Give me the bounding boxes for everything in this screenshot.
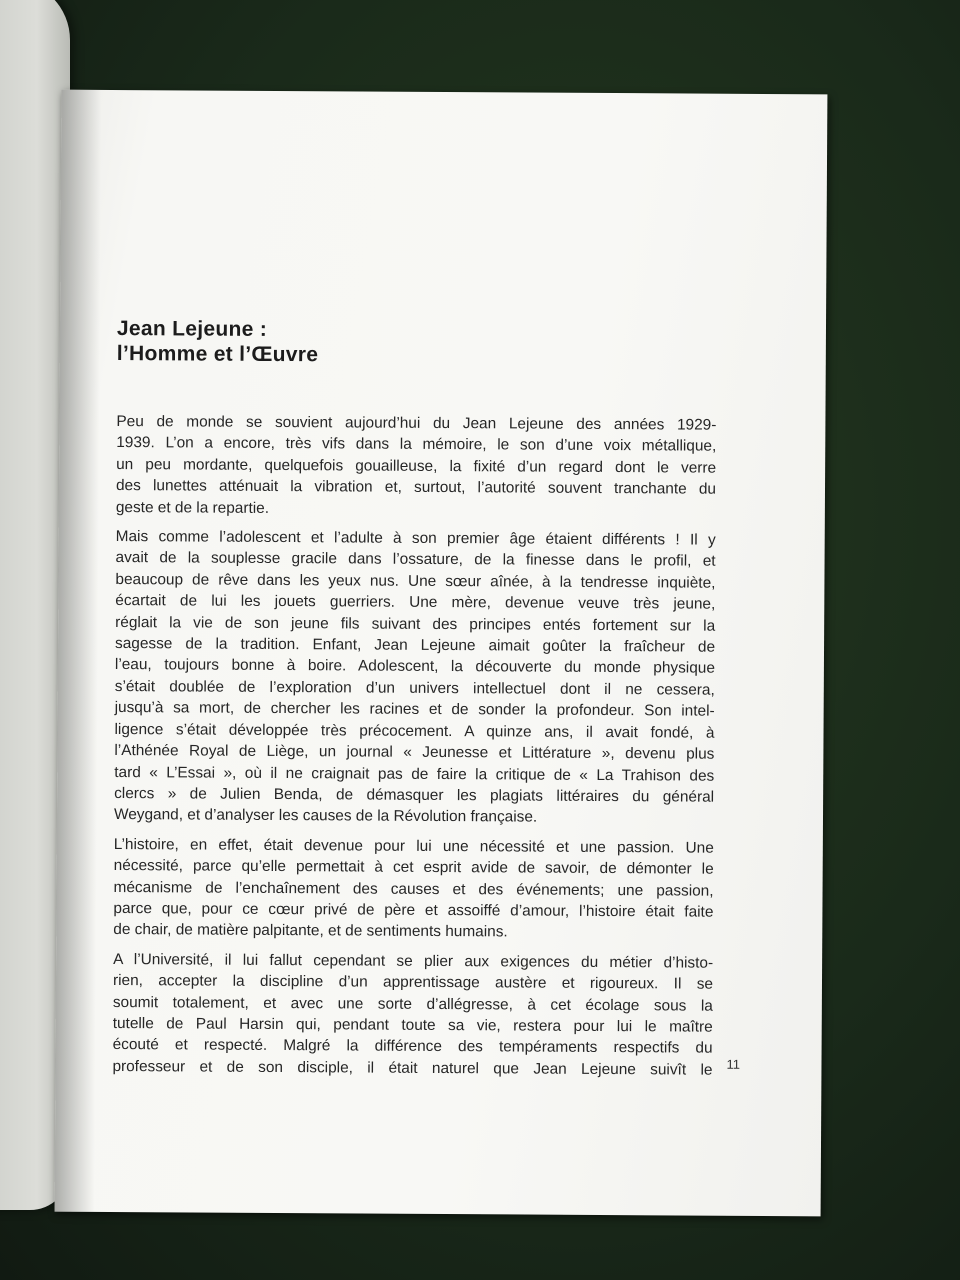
text-line: Peu de monde se souvient aujourd’hui du Jean Lejeune des années 1929-: [116, 413, 717, 434]
text-line: écouté et respecté. Malgré la différence des tempéraments respectifs du: [112, 1036, 713, 1058]
text-line: réglait la vie de son jeune fils suivant des principes entés fortement sur la: [115, 613, 716, 635]
text-line: professeur et de son disciple, il était naturel que Jean Lejeune suivît le: [112, 1057, 713, 1079]
text-line: mécanisme de l’enchaînement des causes et des événements; une passion,: [113, 878, 714, 900]
text-line: parce que, pour ce cœur privé de père et assoiffé d’amour, l’histoire était faite: [113, 899, 714, 921]
book-page: [55, 90, 828, 1217]
paragraph: [114, 526, 716, 829]
text-line: soumit totalement, et avec une sorte d’allégresse, à cet écolage sous la: [112, 993, 713, 1015]
text-line: sagesse de la tradition. Enfant, Jean Lejeune aimait goûter la fraîcheur de: [114, 635, 716, 656]
title-line-1: Jean Lejeune :: [116, 317, 268, 341]
text-line: geste et de la repartie.: [115, 498, 270, 517]
text-line: tutelle de Paul Harsin qui, pendant toute sa vie, restera pour lui le maître: [112, 1014, 713, 1036]
text-line: beaucoup de rêve dans les yeux nus. Une sœur aînée, à la tendresse inquiète,: [115, 570, 716, 592]
text-line: 1939. L’on a encore, très vifs dans la mémoire, le son d’une voix métallique,: [116, 434, 717, 456]
paragraph: [112, 949, 713, 1081]
text-line: des lunettes atténuait la vibration et, surtout, l’autorité souvent tranchante du: [115, 477, 717, 498]
text-line: s’était doublée de l’exploration d’un univers intellectuel dont il ne cessera,: [114, 677, 715, 699]
text-line: clercs » de Julien Benda, de démasquer les plagiats littéraires du général: [114, 784, 715, 806]
text-line: A l’Université, il lui fallut cependant se plier aux exigences du métier d’histo-: [113, 950, 714, 972]
chapter-title: [117, 316, 319, 367]
text-line: ligence s’était développée très précocement. A quinze ans, il avait fondé, à: [114, 720, 715, 742]
text-line: jusqu’à sa mort, de chercher les racines et de sonder la profondeur. Son intel-: [114, 699, 715, 720]
text-line: tard « L’Essai », où il ne craignait pas de faire la critique de « La Trahison des: [114, 763, 715, 785]
text-line: Mais comme l’adolescent et l’adulte à son premier âge étaient différents ! Il y: [115, 528, 716, 549]
text-line: l’Athénée Royal de Liège, un journal « Jeunesse et Littérature », devenu plus: [114, 742, 715, 763]
text-line: un peu mordante, quelquefois gouailleuse, la fixité d’un regard dont le verre: [116, 455, 717, 477]
text-line: Weygand, et d’analyser les causes de la Révolution française.: [113, 806, 538, 826]
paragraph: [113, 834, 714, 945]
text-line: l’eau, toujours bonne à boire. Adolescent, la découverte du monde physique: [114, 656, 715, 678]
page-number: 11: [726, 1056, 741, 1072]
gutter-shadow: [55, 90, 102, 1212]
text-line: rien, accepter la discipline d’un apprentissage austère et rigoureux. Il se: [112, 972, 714, 993]
text-line: nécessité, parce qu’elle permettait à cet esprit avide de savoir, de démonter le: [113, 857, 714, 878]
text-line: écartait de lui les jouets guerriers. Une mère, devenue veuve très jeune,: [115, 592, 716, 613]
paragraph: [116, 411, 717, 522]
body-text: [112, 411, 716, 1089]
text-line: de chair, de matière palpitante, et de sentiments humains.: [113, 921, 508, 941]
title-line-2: l’Homme et l’Œuvre: [116, 342, 319, 367]
text-line: avait de la souplesse gracile dans l’ossature, de la finesse dans le profil, et: [115, 549, 716, 571]
text-line: L’histoire, en effet, était devenue pour lui une nécessité et une passion. Une: [113, 835, 714, 857]
